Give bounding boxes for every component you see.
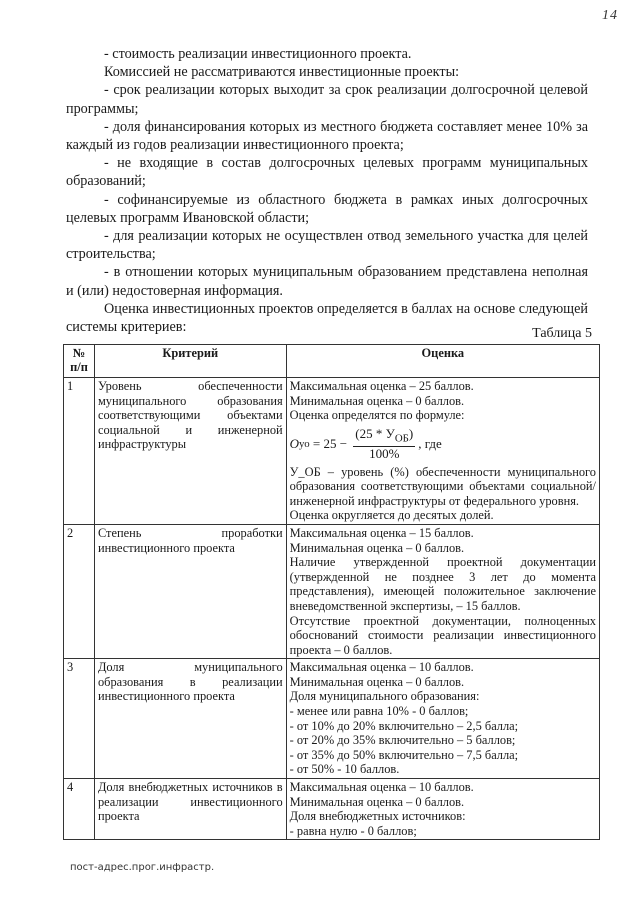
paragraph: Комиссией не рассматриваются инвестиционные проекты: [104, 64, 460, 81]
paragraph: - стоимость реализации инвестиционного проекта. [104, 46, 412, 62]
score-line: Доля муниципального образования: [289, 689, 480, 704]
paragraph: - срок реализации которых выходит за срок реализации долгосрочной целевой программы; [66, 82, 588, 117]
numerator-text: (25 * У [355, 425, 395, 441]
score-line: Минимальная оценка – 0 баллов. [289, 674, 465, 689]
numerator-end: ) [408, 425, 414, 441]
score-line: - от 20% до 35% включительно – 5 баллов; [289, 733, 516, 748]
table-row [64, 659, 600, 779]
score-line: Оценка округляется до десятых долей. [289, 508, 494, 523]
score-line: Минимальная оценка – 0 баллов. [289, 794, 465, 809]
score-line: Максимальная оценка – 15 баллов. [289, 525, 474, 540]
paragraph: - не входящие в состав долгосрочных целевых программ муниципальных образований; [66, 155, 588, 190]
header-num: № п/п [64, 345, 95, 378]
header-score: Оценка [286, 345, 599, 378]
formula-eq: = 25 − [309, 435, 351, 451]
score-line: Максимальная оценка – 25 баллов. [289, 379, 474, 393]
score-line: Доля внебюджетных источников: [289, 809, 466, 824]
score-formula [290, 427, 596, 462]
score-cell [286, 779, 599, 840]
score-line: - от 50% - 10 баллов. [289, 762, 400, 777]
formula-lhs-sub: уо [299, 437, 310, 450]
table-row [64, 524, 600, 658]
paragraph: Оценка инвестиционных проектов определяется в баллах на основе следующей системы критериев: [66, 300, 588, 336]
score-cell [286, 659, 599, 779]
score-cell [286, 378, 599, 525]
score-line: Наличие утвержденной проектной документации (утвержденной не позднее 3 лет до момента представления), имеющей положительное заключение вневедомственной экспертизы, – 15 баллов. [289, 555, 596, 613]
score-line: Максимальная оценка – 10 баллов. [289, 660, 474, 675]
score-line: - от 10% до 20% включительно – 2,5 балла; [289, 718, 519, 733]
score-line: Минимальная оценка – 0 баллов. [289, 540, 465, 555]
table-row [64, 378, 600, 525]
paragraph: - для реализации которых не осуществлен отвод земельного участка для целей строительства; [66, 228, 588, 263]
criteria-table [63, 344, 600, 840]
criterion-cell: Степень проработки инвестиционного проекта [94, 524, 286, 658]
score-line: - менее или равна 10% - 0 баллов; [289, 704, 469, 719]
row-number: 4 [64, 779, 95, 840]
score-line: Оценка определятся по формуле: [289, 408, 465, 423]
score-line: - от 35% до 50% включительно – 7,5 балла; [289, 747, 519, 762]
score-line: Максимальная оценка – 10 баллов. [289, 780, 474, 795]
table-caption: Таблица 5 [532, 326, 592, 341]
formula-fraction [353, 427, 415, 462]
score-line: Отсутствие проектной документации, полноценных обоснований стоимости реализации инвестиционного проекта – 0 баллов. [289, 613, 596, 657]
numerator-sub: ОБ [394, 432, 409, 445]
table-row [64, 779, 600, 840]
paragraph: - софинансируемые из областного бюджета в рамках иных долгосрочных целевых программ Ивановской области; [66, 191, 588, 226]
header-criterion: Критерий [94, 345, 286, 378]
body-text [66, 45, 588, 336]
row-number: 2 [64, 524, 95, 658]
criterion-cell: Уровень обеспеченности муниципального образования соответствующими объектами социальной и инженерной инфраструктуры [94, 378, 286, 525]
formula-numerator [353, 427, 415, 447]
formula-denominator: 100% [369, 445, 400, 461]
formula-lhs: О [289, 435, 300, 451]
footer-filename: пост-адрес.прог.инфрастр. [70, 862, 215, 873]
score-line: У_ОБ – уровень (%) обеспеченности муниципального образования соответствующими объектами социальной/инженерной инфраструктуры от федерального уровня. [289, 464, 596, 508]
criterion-cell: Доля муниципального образования в реализации инвестиционного проекта [94, 659, 286, 779]
score-cell [286, 524, 599, 658]
row-number: 3 [64, 659, 95, 779]
row-number: 1 [64, 378, 95, 525]
table-header-row [64, 345, 600, 378]
formula-tail: , где [418, 435, 442, 451]
score-line: - равна нулю - 0 баллов; [289, 823, 417, 838]
page-number: 14 [602, 8, 618, 23]
score-line: Минимальная оценка – 0 баллов. [289, 393, 465, 408]
paragraph: - доля финансирования которых из местного бюджета составляет менее 10% за каждый из годов реализации инвестиционного проекта; [66, 118, 588, 154]
criterion-cell: Доля внебюджетных источников в реализации инвестиционного проекта [94, 779, 286, 840]
paragraph: - в отношении которых муниципальным образованием представлена неполная и (или) недостоверная информация. [66, 264, 588, 299]
